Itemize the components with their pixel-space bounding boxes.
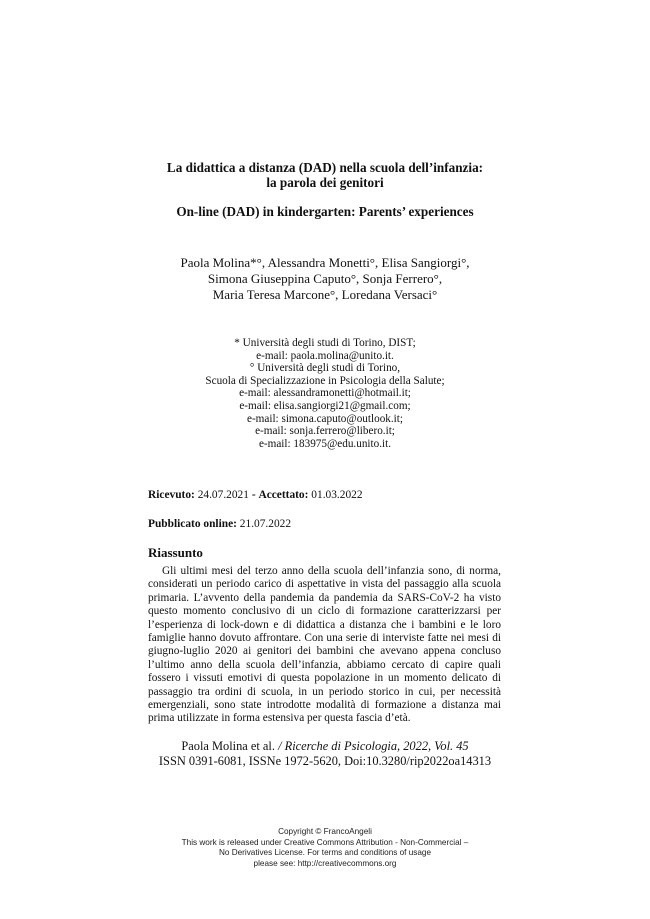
article-title (130, 160, 520, 190)
citation-authors: Paola Molina et al. (181, 739, 275, 753)
title-block (130, 160, 520, 219)
published-label: Pubblicato online: (148, 518, 237, 530)
affiliation-email: e-mail: alessandramonetti@hotmail.it; (239, 387, 411, 400)
affiliation-email: e-mail: paola.molina@unito.it. (256, 349, 394, 362)
license-line: This work is released under Creative Commons Attribution - Non-Commercial – (181, 837, 469, 847)
license-link-line: please see: http://creativecommons.org (253, 858, 397, 868)
citation-ids: ISSN 0391-6081, ISSNe 1972-5620, Doi:10.3280/rip2022oa14313 (158, 754, 492, 768)
citation-block (110, 739, 540, 769)
accepted-date: 01.03.2022 (311, 489, 363, 501)
citation-journal: / Ricerche di Psicologia, 2022, Vol. 45 (278, 739, 469, 753)
affiliation-email: e-mail: sonja.ferrero@libero.it; (255, 425, 395, 438)
english-title: On-line (DAD) in kindergarten: Parents’ experiences (176, 204, 474, 219)
affiliation-email: e-mail: elisa.sangiorgi21@gmail.com; (239, 399, 411, 412)
affiliation-email: e-mail: 183975@edu.unito.it. (258, 437, 392, 450)
citation-line (110, 739, 540, 754)
license-notice (140, 827, 510, 869)
article-title-line-2: la parola dei genitori (266, 175, 384, 190)
abstract-heading: Riassunto (148, 545, 203, 560)
abstract-text: Gli ultimi mesi del terzo anno della scuola dell’infanzia sono, di norma, considerati un periodo carico di aspettative in vista del passaggio alla scuola primaria. L’avvento della pandemia da pandemia da SARS-CoV-2 ha visto questo momento conclusivo di un ciclo di formazione caratterizzarsi per l’esperienza di lock-down e di didattica a distanza che i bambini e le loro famiglie hanno dovuto affrontare. Con una serie di interviste fatte nei mesi di giugno-luglio 2020 ai genitori dei bambini che avevano appena concluso l’ultimo anno della scuola dell’infanzia, abbiamo cercato di capire quali fossero i vissuti emotivi di questa popolazione in un momento delicato di passaggio tra ordini di scuola, in un periodo storico in cui, per necessità emergenziali, sono state introdotte modalità di formazione a distanza mai prima utilizzate in forma estensiva per questa fascia d’età. (148, 565, 501, 725)
affiliation-line: ° Università degli studi di Torino, (249, 362, 401, 375)
accepted-label: Accettato: (258, 489, 309, 501)
article-title-line-1: La didattica a distanza (DAD) nella scuola dell’infanzia: (166, 160, 484, 175)
authors-line: Simona Giuseppina Caputo°, Sonja Ferrero°, (207, 271, 443, 286)
published-date: 21.07.2022 (239, 518, 292, 530)
received-date: 24.07.2021 (197, 489, 249, 501)
authors-line: Maria Teresa Marcone°, Loredana Versaci° (212, 287, 438, 302)
received-accepted-dates (148, 489, 363, 502)
authors-list (120, 255, 530, 303)
dates-separator: - (251, 489, 256, 501)
affiliations (160, 337, 490, 450)
authors-line: Paola Molina*°, Alessandra Monetti°, Elisa Sangiorgi°, (180, 255, 470, 270)
affiliation-line: Scuola di Specializzazione in Psicologia della Salute; (205, 374, 445, 387)
license-line: No Derivatives License. For terms and conditions of usage (218, 848, 432, 858)
copyright-line: Copyright © FrancoAngeli (278, 827, 372, 836)
received-label: Ricevuto: (148, 489, 195, 501)
affiliation-line: * Università degli studi di Torino, DIST; (234, 337, 416, 349)
published-date-line (148, 518, 291, 531)
affiliation-email: e-mail: simona.caputo@outlook.it; (246, 412, 404, 425)
